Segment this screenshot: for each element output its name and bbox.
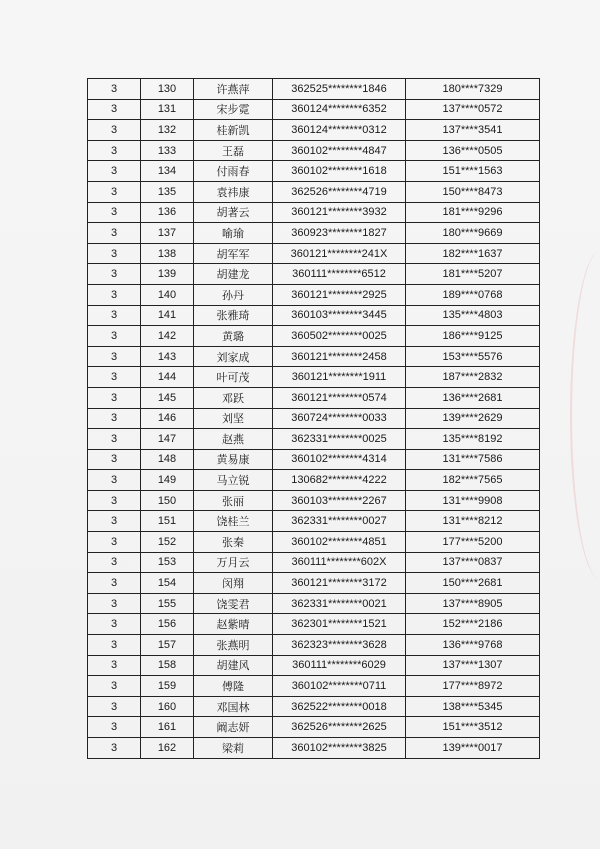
number-cell: 130 [141,79,194,100]
id-number-cell: 360102********4314 [273,449,406,470]
batch-cell: 3 [88,367,141,388]
phone-cell: 181****9296 [406,202,540,223]
number-cell: 154 [141,573,194,594]
id-number-cell: 360103********2267 [273,490,406,511]
id-number-cell: 362522********0018 [273,696,406,717]
name-cell: 付雨春 [194,161,273,182]
table-row [88,449,540,470]
batch-cell: 3 [88,79,141,100]
id-number-cell: 362323********3628 [273,635,406,656]
name-cell: 张丽 [194,490,273,511]
phone-cell: 135****4803 [406,305,540,326]
id-number-cell: 362331********0021 [273,593,406,614]
table-row [88,387,540,408]
number-cell: 152 [141,532,194,553]
id-number-cell: 360502********0025 [273,326,406,347]
batch-cell: 3 [88,264,141,285]
name-cell: 赵紫晴 [194,614,273,635]
name-cell: 张秦 [194,532,273,553]
number-cell: 144 [141,367,194,388]
phone-cell: 181****5207 [406,264,540,285]
table-row [88,161,540,182]
table-row [88,655,540,676]
batch-cell: 3 [88,717,141,738]
table-row [88,181,540,202]
phone-cell: 139****0017 [406,738,540,759]
id-number-cell: 360121********241X [273,243,406,264]
name-cell: 傅隆 [194,676,273,697]
name-cell: 黄璐 [194,326,273,347]
phone-cell: 187****2832 [406,367,540,388]
id-number-cell: 360724********0033 [273,408,406,429]
batch-cell: 3 [88,346,141,367]
batch-cell: 3 [88,470,141,491]
number-cell: 136 [141,202,194,223]
table-row [88,429,540,450]
id-number-cell: 360121********3172 [273,573,406,594]
id-number-cell: 360102********3825 [273,738,406,759]
batch-cell: 3 [88,120,141,141]
phone-cell: 131****7586 [406,449,540,470]
phone-cell: 180****7329 [406,79,540,100]
phone-cell: 182****7565 [406,470,540,491]
number-cell: 160 [141,696,194,717]
name-cell: 刘坚 [194,408,273,429]
id-number-cell: 360111********6029 [273,655,406,676]
id-number-cell: 362331********0025 [273,429,406,450]
batch-cell: 3 [88,202,141,223]
table-row [88,676,540,697]
number-cell: 147 [141,429,194,450]
table-row [88,511,540,532]
table-row [88,738,540,759]
phone-cell: 136****2681 [406,387,540,408]
table-row [88,140,540,161]
batch-cell: 3 [88,490,141,511]
batch-cell: 3 [88,449,141,470]
id-number-cell: 362525********1846 [273,79,406,100]
id-number-cell: 362301********1521 [273,614,406,635]
table-row [88,717,540,738]
name-cell: 袁祎康 [194,181,273,202]
batch-cell: 3 [88,696,141,717]
name-cell: 饶雯君 [194,593,273,614]
name-cell: 邓跃 [194,387,273,408]
table-row [88,408,540,429]
name-cell: 黄易康 [194,449,273,470]
table-row [88,305,540,326]
batch-cell: 3 [88,161,141,182]
phone-cell: 137****0837 [406,552,540,573]
name-cell: 梁莉 [194,738,273,759]
name-cell: 饶桂兰 [194,511,273,532]
batch-cell: 3 [88,387,141,408]
number-cell: 156 [141,614,194,635]
name-cell: 孙丹 [194,284,273,305]
number-cell: 139 [141,264,194,285]
roster-table [87,78,540,759]
batch-cell: 3 [88,635,141,656]
batch-cell: 3 [88,593,141,614]
id-number-cell: 360111********6512 [273,264,406,285]
phone-cell: 137****0572 [406,99,540,120]
name-cell: 桂新凯 [194,120,273,141]
batch-cell: 3 [88,655,141,676]
phone-cell: 137****3541 [406,120,540,141]
batch-cell: 3 [88,573,141,594]
batch-cell: 3 [88,243,141,264]
name-cell: 喻瑜 [194,223,273,244]
name-cell: 张燕明 [194,635,273,656]
name-cell: 许燕萍 [194,79,273,100]
phone-cell: 153****5576 [406,346,540,367]
name-cell: 万月云 [194,552,273,573]
id-number-cell: 360102********0711 [273,676,406,697]
number-cell: 138 [141,243,194,264]
table-row [88,470,540,491]
phone-cell: 136****0505 [406,140,540,161]
number-cell: 131 [141,99,194,120]
batch-cell: 3 [88,738,141,759]
table-row [88,614,540,635]
phone-cell: 177****8972 [406,676,540,697]
number-cell: 140 [141,284,194,305]
phone-cell: 139****2629 [406,408,540,429]
id-number-cell: 360124********0312 [273,120,406,141]
id-number-cell: 362331********0027 [273,511,406,532]
id-number-cell: 360111********602X [273,552,406,573]
batch-cell: 3 [88,305,141,326]
phone-cell: 138****5345 [406,696,540,717]
id-number-cell: 360102********4851 [273,532,406,553]
phone-cell: 151****1563 [406,161,540,182]
number-cell: 162 [141,738,194,759]
number-cell: 149 [141,470,194,491]
name-cell: 阚志妍 [194,717,273,738]
table-row [88,79,540,100]
table-row [88,223,540,244]
table-row [88,243,540,264]
table-row [88,532,540,553]
number-cell: 161 [141,717,194,738]
number-cell: 145 [141,387,194,408]
batch-cell: 3 [88,408,141,429]
batch-cell: 3 [88,140,141,161]
id-number-cell: 360102********4847 [273,140,406,161]
number-cell: 159 [141,676,194,697]
batch-cell: 3 [88,99,141,120]
table-row [88,593,540,614]
id-number-cell: 130682********4222 [273,470,406,491]
phone-cell: 137****1307 [406,655,540,676]
phone-cell: 150****8473 [406,181,540,202]
number-cell: 142 [141,326,194,347]
id-number-cell: 360121********1911 [273,367,406,388]
name-cell: 邓国林 [194,696,273,717]
id-number-cell: 360121********2458 [273,346,406,367]
number-cell: 151 [141,511,194,532]
id-number-cell: 360103********3445 [273,305,406,326]
number-cell: 137 [141,223,194,244]
name-cell: 宋步霓 [194,99,273,120]
name-cell: 马立锐 [194,470,273,491]
number-cell: 133 [141,140,194,161]
table-row [88,120,540,141]
table-row [88,635,540,656]
number-cell: 150 [141,490,194,511]
table-row [88,346,540,367]
id-number-cell: 360121********3932 [273,202,406,223]
id-number-cell: 360102********1618 [273,161,406,182]
table-row [88,326,540,347]
phone-cell: 180****9669 [406,223,540,244]
name-cell: 胡建龙 [194,264,273,285]
table-row [88,367,540,388]
phone-cell: 186****9125 [406,326,540,347]
name-cell: 刘家成 [194,346,273,367]
id-number-cell: 360124********6352 [273,99,406,120]
number-cell: 157 [141,635,194,656]
name-cell: 胡军军 [194,243,273,264]
phone-cell: 150****2681 [406,573,540,594]
id-number-cell: 360121********0574 [273,387,406,408]
table-row [88,284,540,305]
batch-cell: 3 [88,614,141,635]
phone-cell: 137****8905 [406,593,540,614]
phone-cell: 131****8212 [406,511,540,532]
table-row [88,99,540,120]
table-row [88,552,540,573]
id-number-cell: 362526********4719 [273,181,406,202]
number-cell: 135 [141,181,194,202]
name-cell: 胡著云 [194,202,273,223]
phone-cell: 135****8192 [406,429,540,450]
table-row [88,696,540,717]
name-cell: 闵翔 [194,573,273,594]
name-cell: 叶可茂 [194,367,273,388]
table-row [88,264,540,285]
phone-cell: 136****9768 [406,635,540,656]
number-cell: 146 [141,408,194,429]
number-cell: 132 [141,120,194,141]
phone-cell: 189****0768 [406,284,540,305]
number-cell: 143 [141,346,194,367]
batch-cell: 3 [88,181,141,202]
number-cell: 158 [141,655,194,676]
id-number-cell: 360923********1827 [273,223,406,244]
roster-table-body [88,79,540,759]
phone-cell: 131****9908 [406,490,540,511]
batch-cell: 3 [88,532,141,553]
seal-stamp-fragment [570,250,600,580]
number-cell: 134 [141,161,194,182]
number-cell: 155 [141,593,194,614]
batch-cell: 3 [88,552,141,573]
batch-cell: 3 [88,429,141,450]
name-cell: 张雅琦 [194,305,273,326]
number-cell: 148 [141,449,194,470]
number-cell: 141 [141,305,194,326]
table-row [88,202,540,223]
table-row [88,490,540,511]
name-cell: 王磊 [194,140,273,161]
id-number-cell: 362526********2625 [273,717,406,738]
batch-cell: 3 [88,511,141,532]
batch-cell: 3 [88,284,141,305]
batch-cell: 3 [88,676,141,697]
batch-cell: 3 [88,223,141,244]
table-row [88,573,540,594]
id-number-cell: 360121********2925 [273,284,406,305]
name-cell: 赵燕 [194,429,273,450]
phone-cell: 152****2186 [406,614,540,635]
phone-cell: 177****5200 [406,532,540,553]
number-cell: 153 [141,552,194,573]
batch-cell: 3 [88,326,141,347]
name-cell: 胡建风 [194,655,273,676]
phone-cell: 182****1637 [406,243,540,264]
phone-cell: 151****3512 [406,717,540,738]
